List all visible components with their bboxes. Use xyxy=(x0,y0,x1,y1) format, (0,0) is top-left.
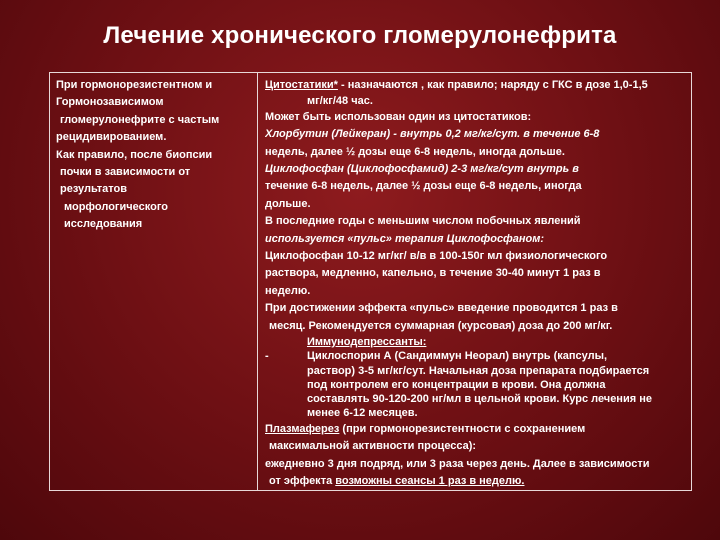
cyclosporine-text xyxy=(307,349,652,420)
right-line: течение 6-8 недель, далее ½ дозы еще 6-8 недель, иногда xyxy=(265,180,582,193)
plasmapheresis-text: (при гормонорезистентности с сохранением xyxy=(339,422,586,435)
slide-title: Лечение хронического гломерулонефрита xyxy=(103,22,617,49)
bullet-marker: - xyxy=(265,350,269,363)
right-line: менее 6-12 месяцев. xyxy=(307,407,418,420)
left-line: Гормонозависимом xyxy=(56,96,164,109)
final-text: от эффекта xyxy=(269,474,336,487)
right-line: раствора, медленно, капельно, в течение 30-40 минут 1 раз в xyxy=(265,267,601,280)
left-line: Как правило, после биопсии xyxy=(56,148,213,161)
cyclosporine-block xyxy=(265,349,685,420)
right-line: При достижении эффекта «пульс» введение проводится 1 раз в xyxy=(265,302,618,315)
right-line: недель, далее ½ дозы еще 6-8 недель, иногда дольше. xyxy=(265,145,565,158)
right-line: В последние годы с меньшим числом побочных явлений xyxy=(265,215,581,228)
treatment-cell xyxy=(258,73,691,490)
pulse-therapy-line: используется «пульс» терапия Циклофосфаном: xyxy=(265,232,544,245)
final-underlined-text: возможны сеансы 1 раз в неделю. xyxy=(335,474,525,487)
plasmapheresis-label: Плазмаферез xyxy=(265,422,340,435)
left-line: морфологического xyxy=(64,200,168,213)
immunosuppressants-heading: Иммунодепрессанты: xyxy=(307,335,427,348)
right-line: Циклоспорин А (Сандиммун Неорал) внутрь (капсулы, xyxy=(307,350,608,363)
right-line: составлять 90-120-200 нг/мл в цельной крови. Курс лечения не xyxy=(307,393,652,406)
right-line: дольше. xyxy=(265,197,311,210)
right-line: под контролем его концентрации в крови. Она должна xyxy=(307,378,606,391)
right-line: неделю. xyxy=(265,284,311,297)
left-line: рецидивированием. xyxy=(56,131,167,144)
cytostatics-text: - назначаются , как правило; наряду с ГКС в дозе 1,0-1,5 xyxy=(337,79,648,91)
cyclophosphamide-line: Циклофосфан (Циклофосфамид) 2-3 мг/кг/сут внутрь в xyxy=(265,162,579,175)
left-line: исследования xyxy=(64,218,143,231)
right-line: мг/кг/48 час. xyxy=(307,95,373,108)
left-line: результатов xyxy=(60,183,128,196)
cytostatics-line xyxy=(265,77,685,94)
right-line: ежедневно 3 дня подряд, или 3 раза через день. Далее в зависимости xyxy=(265,457,650,470)
content-table xyxy=(49,72,692,491)
right-line: раствор) 3-5 мг/кг/сут. Начальная доза препарата подбирается xyxy=(307,364,650,377)
left-line: почки в зависимости от xyxy=(60,166,191,179)
plasmapheresis-line xyxy=(265,421,685,438)
right-line: максимальной активности процесса): xyxy=(269,440,477,453)
cytostatics-label: Цитостатики* xyxy=(265,79,338,91)
left-line: гломерулонефрите с частым xyxy=(60,113,220,126)
chlorbutin-line: Хлорбутин (Лейкеран) - внутрь 0,2 мг/кг/сут. в течение 6-8 xyxy=(265,128,600,141)
indications-cell xyxy=(50,73,258,490)
right-line xyxy=(265,473,685,490)
left-line: При гормонорезистентном и xyxy=(56,79,213,91)
right-line: Циклофосфан 10-12 мг/кг/ в/в в 100-150г мл физиологического xyxy=(265,249,608,262)
right-line: месяц. Рекомендуется суммарная (курсовая) доза до 200 мг/кг. xyxy=(269,319,613,332)
right-line: Может быть использован один из цитостатиков: xyxy=(265,110,532,123)
